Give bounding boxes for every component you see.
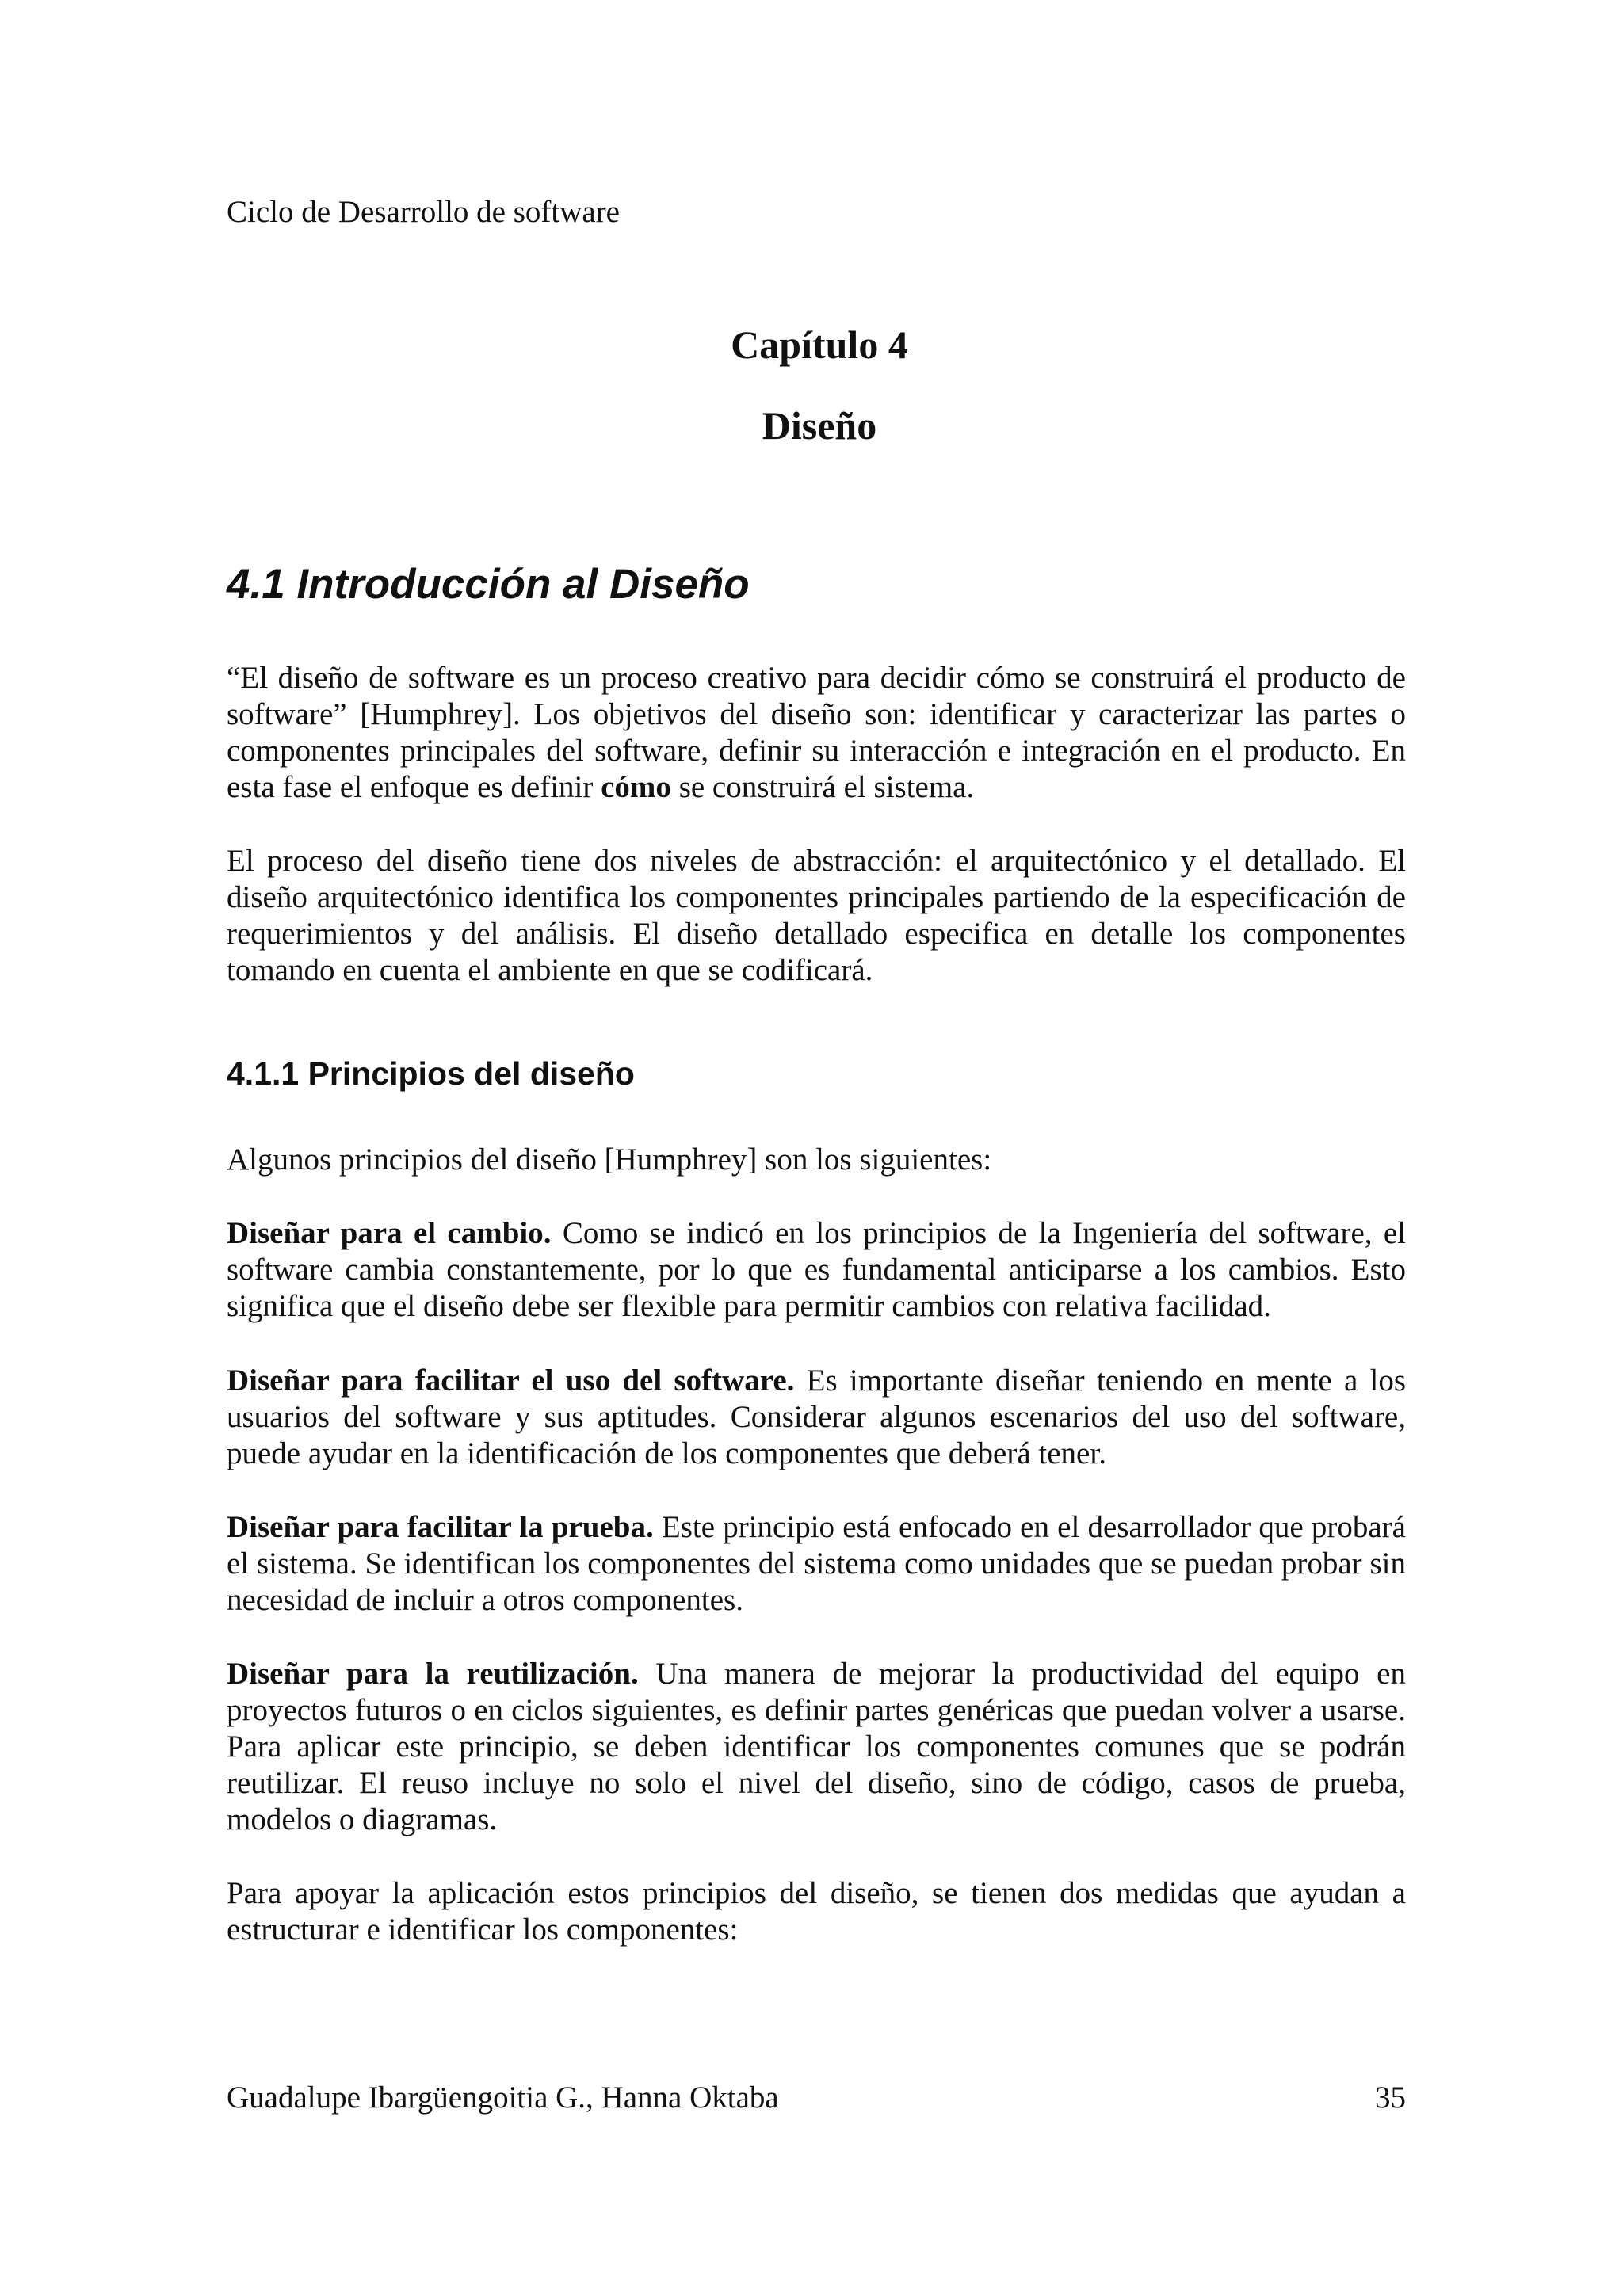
principle-text: Es importante diseñar teniendo en mente a los usuarios del software y sus aptitudes. Considerar algunos escenarios del uso del software, puede ayudar en la identificación de los componentes que deberá tener. xyxy=(227,1363,1406,1470)
chapter-number: Capítulo 4 xyxy=(731,322,908,367)
principle-text: Como se indicó en los principios de la Ingeniería del software, el software cambia constantemente, por lo que es fundamental anticiparse a los cambios. Esto significa que el diseño debe ser flexible para permitir cambios con relativa facilidad. xyxy=(227,1216,1406,1323)
chapter-name: Diseño xyxy=(762,403,877,448)
intro-paragraph-1 xyxy=(227,660,1406,806)
intro-p1-text-b: se construirá el sistema. xyxy=(670,770,975,804)
principle-design-for-change xyxy=(227,1215,1406,1325)
subsection-heading: 4.1.1 Principios del diseño xyxy=(227,1055,635,1092)
page-number: 35 xyxy=(1375,2081,1406,2115)
principle-design-for-reuse xyxy=(227,1656,1406,1838)
footer-authors: Guadalupe Ibargüengoitia G., Hanna Oktaba xyxy=(227,2081,779,2115)
chapter-title xyxy=(0,320,1623,450)
principle-design-for-testing xyxy=(227,1509,1406,1619)
running-header: Ciclo de Desarrollo de software xyxy=(227,195,620,229)
principle-term: Diseñar para facilitar la prueba. xyxy=(227,1510,654,1544)
closing-paragraph: Para apoyar la aplicación estos principios del diseño, se tienen dos medidas que ayudan a estructurar e identificar los componentes: xyxy=(227,1876,1406,1947)
principle-text: Una manera de mejorar la productividad del equipo en proyectos futuros o en ciclos siguientes, es definir partes genéricas que puedan volver a usarse. Para aplicar este principio, se deben identificar los componentes comunes que se podrán reutilizar. El reuso incluye no solo el nivel del diseño, sino de código, casos de prueba, modelos o diagramas. xyxy=(227,1657,1406,1836)
principle-term: Diseñar para la reutilización. xyxy=(227,1657,639,1691)
intro-p1-bold-term: cómo xyxy=(601,770,671,804)
section-heading: 4.1 Introducción al Diseño xyxy=(227,561,750,608)
principle-term: Diseñar para el cambio. xyxy=(227,1216,552,1250)
principle-term: Diseñar para facilitar el uso del software. xyxy=(227,1363,795,1398)
intro-p1-text-a: “El diseño de software es un proceso creativo para decidir cómo se construirá el producto de software” [Humphrey]. Los objetivos del diseño son: identificar y caracterizar las partes o componentes principales del software, definir su interacción e integración en el producto. En esta fase el enfoque es definir xyxy=(227,661,1406,804)
intro-paragraph-2: El proceso del diseño tiene dos niveles de abstracción: el arquitectónico y el detallado. El diseño arquitectónico identifica los componentes principales partiendo de la especificación de requerimientos y del análisis. El diseño detallado especifica en detalle los componentes tomando en cuenta el ambiente en que se codificará. xyxy=(227,844,1406,987)
principles-lead: Algunos principios del diseño [Humphrey] son los siguientes: xyxy=(227,1142,992,1177)
principle-text: Este principio está enfocado en el desarrollador que probará el sistema. Se identifican los componentes del sistema como unidades que se puedan probar sin necesidad de incluir a otros componentes. xyxy=(227,1510,1406,1617)
page-footer xyxy=(227,2079,1406,2117)
principle-design-for-usability xyxy=(227,1363,1406,1472)
